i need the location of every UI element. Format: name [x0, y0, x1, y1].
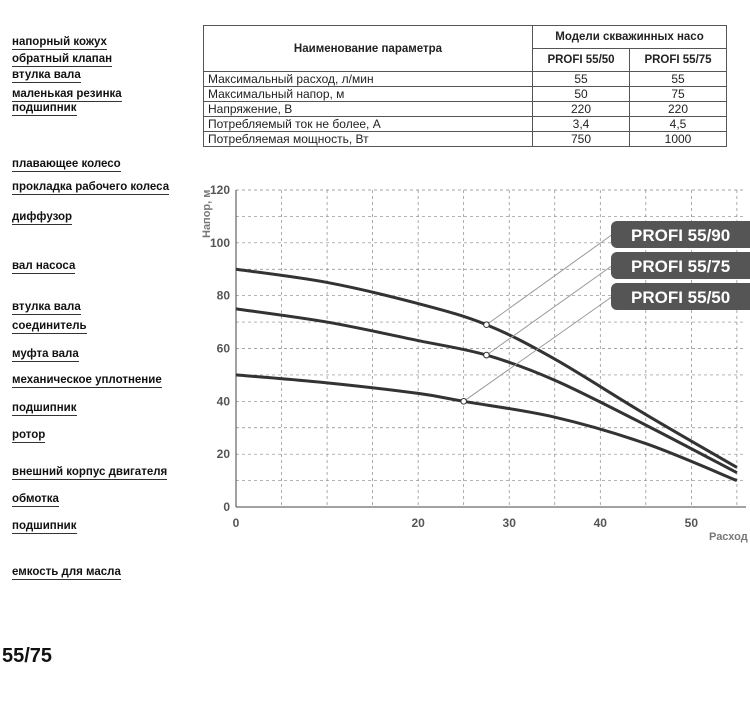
- x-tick-label: 0: [232, 516, 240, 530]
- part-label: напорный кожух: [12, 36, 107, 48]
- model-col-1: PROFI 55/50: [533, 49, 630, 72]
- cell: 55: [630, 72, 727, 87]
- series-marker: [484, 352, 490, 358]
- y-tick-label: 40: [216, 394, 230, 409]
- cell: 75: [630, 87, 727, 102]
- part-label: обратный клапан: [12, 53, 113, 65]
- x-tick-label: 40: [593, 516, 607, 530]
- x-tick-label: 30: [502, 516, 516, 530]
- part-label: втулка вала: [12, 69, 81, 81]
- cell: 55: [533, 72, 630, 87]
- series-line: [236, 375, 737, 481]
- row-name: Потребляемая мощность, Вт: [204, 132, 533, 147]
- y-axis-label: Напор, м: [201, 189, 213, 238]
- models-header: Модели скважинных насо: [533, 26, 727, 49]
- part-label: механическое уплотнение: [12, 374, 162, 386]
- series-label: PROFI 55/50: [631, 288, 731, 307]
- cell: 220: [630, 102, 727, 117]
- row-name: Максимальный напор, м: [204, 87, 533, 102]
- y-tick-label: 100: [209, 235, 230, 250]
- part-label: муфта вала: [12, 348, 79, 360]
- leader-line: [486, 234, 613, 325]
- series-marker: [484, 322, 490, 328]
- cell: 3,4: [533, 117, 630, 132]
- part-label: диффузор: [12, 211, 73, 223]
- part-label: вал насоса: [12, 260, 76, 272]
- y-tick-label: 0: [223, 500, 230, 514]
- series-marker: [461, 399, 467, 405]
- series-label: PROFI 55/75: [631, 257, 731, 276]
- part-label: ротор: [12, 429, 46, 441]
- y-tick-label: 20: [216, 447, 230, 462]
- cell: 50: [533, 87, 630, 102]
- cell: 1000: [630, 132, 727, 147]
- part-label: маленькая резинка: [12, 88, 122, 100]
- part-label: обмотка: [12, 493, 59, 505]
- row-name: Напряжение, В: [204, 102, 533, 117]
- cell: 750: [533, 132, 630, 147]
- model-col-2: PROFI 55/75: [630, 49, 727, 72]
- part-label: внешний корпус двигателя: [12, 466, 168, 478]
- series-label: PROFI 55/90: [631, 226, 731, 245]
- row-name: Потребляемый ток не более, А: [204, 117, 533, 132]
- part-label: подшипник: [12, 102, 77, 114]
- part-label: подшипник: [12, 402, 77, 414]
- part-label: плавающее колесо: [12, 158, 121, 170]
- x-tick-label: 50: [684, 516, 699, 530]
- x-tick-label: 20: [411, 516, 425, 530]
- part-label: подшипник: [12, 520, 77, 532]
- part-label: соединитель: [12, 320, 87, 332]
- model-title: 55/75: [2, 645, 53, 667]
- y-tick-label: 80: [216, 288, 230, 303]
- part-label: прокладка рабочего колеса: [12, 181, 170, 193]
- part-label: втулка вала: [12, 301, 81, 313]
- row-name: Максимальный расход, л/мин: [204, 72, 533, 87]
- y-tick-label: 60: [216, 341, 230, 356]
- param-header: Наименование параметра: [204, 26, 533, 72]
- part-label: емкость для масла: [12, 566, 121, 578]
- y-tick-label: 120: [209, 183, 230, 197]
- cell: 220: [533, 102, 630, 117]
- leader-line: [486, 265, 613, 355]
- x-axis-label: Расход: [709, 531, 748, 543]
- cell: 4,5: [630, 117, 727, 132]
